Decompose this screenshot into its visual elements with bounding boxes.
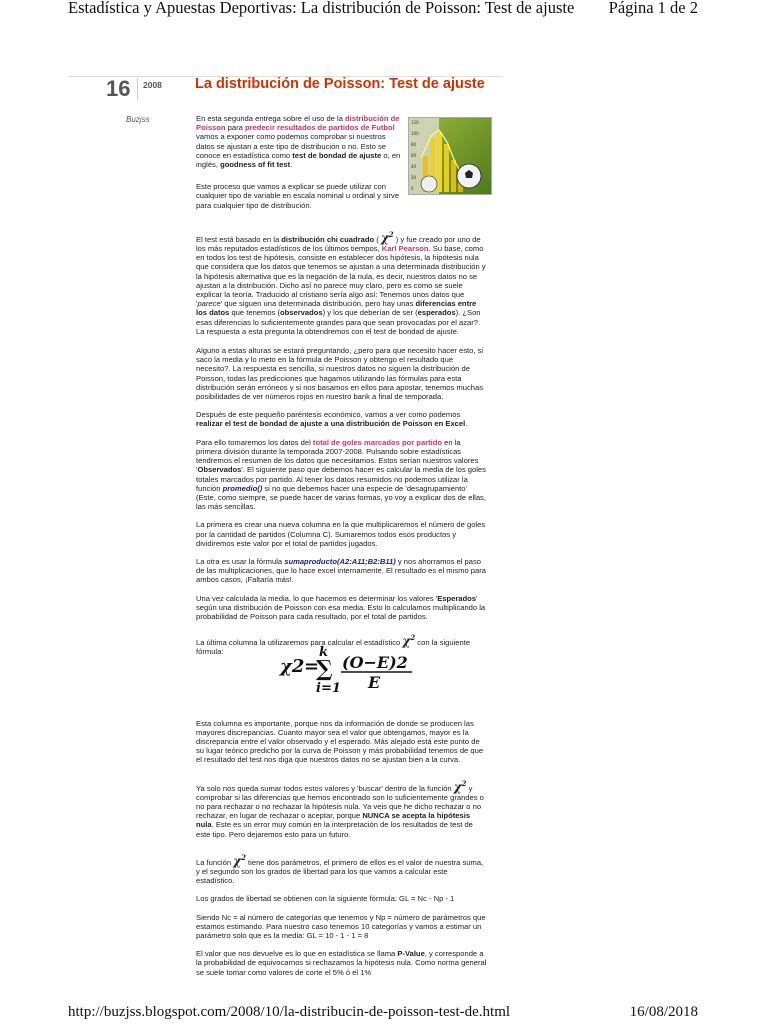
thumb-tick: 0 bbox=[411, 186, 414, 191]
chi-squared-formula bbox=[278, 638, 418, 694]
paragraph: El valor que nos devuelve es lo que en estadística se llama P-Value, y corresponde a la probabilidad de equivocarnos si rechazamos la hipótesis nula. Como norma general se suele tomar como valores de corte el 5% ó el 1% bbox=[196, 949, 487, 977]
paragraph: El test está basado en la distribución chi cuadrado ( $\chi^2$ ) y fue creado por uno de los más reputados estadísticos de los últimos tiempos, Karl Pearson. Su base, como en todos los test de hipótesis, consiste en establecer dos hipótesis, la hipótesis nula que considera que los datos que tenemos se ajustan a una determinada distribución y la hipótesis alternativa que es la negación de la nula, es decir, nuestros datos no se ajustan a la distribución. Dicho así no parece muy claro, pero es como se suele explicar la teoría. Traducido al cristiano sería algo así: Tenemos unos datos que 'parece' que siguen una determinada distribución, pero hay unas diferencias entre los datos que tenemos (observados) y los que deberían de ser (esperados). ¿Son esas diferencias lo suficientemente grandes para que sean provocadas por el azar?. La respuesta a esta pregunta la obtendremos con el test de bondad de ajuste. bbox=[196, 229, 486, 336]
link-poisson-distribution[interactable]: distribución de Poisson bbox=[196, 114, 400, 133]
print-footer bbox=[0, 1004, 768, 1024]
date-divider bbox=[137, 78, 138, 100]
paragraph: Alguno a estas alturas se estará preguntando, ¿pero para que necesito hacer esto, si saco la media y lo meto en la fórmula de Poisson y obtengo el resultado que necesito?. La respuesta es sencilla, si nuestros datos no siguen la distribución de Poisson, todas las predicciones que hagamos utilizando las fórmulas para esta distribución serán erróneos y si nos basamos en ellos para apostar, tenemos muchas posibilidades de ver números rojos en nuestro bank a final de temporada. bbox=[196, 346, 484, 402]
print-page-number: Página 1 de 2 bbox=[608, 0, 698, 17]
paragraph: Esta columna es importante, porque nos da información de donde se producen las mayores discrepancias. Cuanto mayor sea el valor que obtengamos, mayor es la discrepancia entre el valor observado y el esperado. Más alejado está este punto de su lugar teórico predicho por la curva de Poisson y más probabilidad tenemos de que el resultado del test nos diga que nuestros datos no se ajustan bien a la curva. bbox=[196, 718, 484, 765]
formula-numerator: (O−E)2 bbox=[342, 653, 408, 672]
post-title[interactable]: La distribución de Poisson: Test de ajuste bbox=[195, 76, 485, 92]
post-day: 16 bbox=[106, 76, 131, 101]
formula-equals: = bbox=[304, 656, 320, 677]
paragraph: Después de este pequeño paréntesis económico, vamos a ver como podemos realizar el test de bondad de ajuste a una distribución de Poisson en Excel. bbox=[196, 410, 468, 429]
thumb-tick: 40 bbox=[411, 164, 417, 169]
print-header bbox=[0, 0, 768, 24]
formula-lhs: χ2 bbox=[280, 656, 305, 677]
paragraph: En esta segunda entrega sobre el uso de la distribución de Poisson para predecir resultados de partidos de Futbol vamos a exponer como podemos comprobar si nuestros datos se ajustan a este tipo de distribución o no. Esto se conoce en estadística como test de bondad de ajuste o, en inglés, goodness of fit test. bbox=[196, 114, 401, 170]
chi-squared-symbol: $\chi^2$ bbox=[233, 852, 246, 868]
paragraph: Una vez calculada la media, lo que hacemos es determinar los valores 'Esperados' según una distribución de Poisson con esa media. Esto lo calculamos multiplicando la probabilidad de Poisson para cada resultado, por el total de partidos. bbox=[196, 593, 486, 621]
chi-squared-symbol: $\chi^2$ bbox=[453, 778, 467, 794]
link-karl-pearson[interactable]: Karl Pearson bbox=[381, 244, 429, 254]
paragraph: Siendo Nc = al número de categorías que tenemos y Np = número de parámetros que estamos estimando. Para nuestro caso tenemos 10 categorías y vamos a estimar un parámetro solo que es la media: GL = 10 - 1 - 1 = 8 bbox=[196, 912, 486, 940]
link-total-goals[interactable]: total de goles marcados por partido bbox=[312, 437, 443, 447]
page-url[interactable]: http://buzjss.blogspot.com/2008/10/la-distribucin-de-poisson-test-de.html bbox=[68, 1004, 511, 1020]
article-body bbox=[196, 114, 488, 977]
paragraph: La primera es crear una nueva columna en la que multiplicaremos el número de goles por la cantidad de partidos (Columna C). Sumaremos todos esos productos y dividiremos este valor por el total de partidos jugados. bbox=[196, 520, 486, 548]
paragraph: Este proceso que vamos a explicar se puede utilizar con cualquier tipo de variable en escala nominal u ordinal y sirve para cualquier tipo de distribución. bbox=[196, 182, 400, 210]
paragraph: Los grados de libertad se obtienen con la siguiente fórmula: GL = Nc - Np - 1 bbox=[196, 894, 455, 904]
formula-denominator: E bbox=[368, 673, 381, 692]
thumb-tick: 20 bbox=[411, 175, 417, 180]
thumb-tick: 120 bbox=[411, 120, 419, 125]
print-date: 16/08/2018 bbox=[629, 1004, 698, 1020]
formula-lower-limit: i=1 bbox=[316, 681, 341, 694]
formula-upper-limit: k bbox=[319, 645, 329, 660]
post-year: 2008 bbox=[143, 80, 162, 90]
print-page-title: Estadística y Apuestas Deportivas: La distribución de Poisson: Test de ajuste bbox=[68, 0, 575, 17]
thumb-tick: 100 bbox=[411, 131, 419, 136]
thumb-tick: 80 bbox=[411, 142, 417, 147]
chi-squared-symbol: $\chi^2$ bbox=[402, 633, 416, 649]
formula-sum: ∑ bbox=[316, 656, 333, 682]
paragraph: La otra es usar la fórmula sumaproducto(A2:A11;B2:B11) y nos ahorramos el paso de las multiplicaciones, que lo hace excel internamente. El resultado es el mismo para ambos casos, ¡Faltaría más!. bbox=[196, 556, 486, 585]
paragraph: La función $\chi^2$ tiene dos parámetros, el primero de ellos es el valor de nuestra suma, y el segundo son los grados de libertad para los que vamos a calcular este estadístico. bbox=[196, 852, 484, 886]
chi-squared-symbol: $\chi^2$ bbox=[380, 229, 394, 245]
link-predict-results[interactable]: predecir resultados de partidos de Futbol bbox=[244, 123, 395, 133]
post-author[interactable]: Buzjss bbox=[126, 115, 150, 124]
thumb-tick: 60 bbox=[411, 153, 417, 158]
paragraph: La última columna la utilizaremos para calcular el estadístico $\chi^2$ con la siguiente fórmula: bbox=[196, 633, 471, 657]
paragraph: Para ello tomaremos los datos del total de goles marcados por partido en la primera división durante la temporada 2007-2008. Pulsando sobre estadísticas tendremos el resumen de los datos que necesitamos. Estos serían nuestros valores 'Observados'. El siguiente paso que debemos hacer es calcular la media de los goles totales marcados por partido. Al tener los datos resumidos no podemos utilizar la función promedio() si no que debemos hacer una especie de 'desagrupamiento' (Este, como siempre, se puede hacer de varias formas, yo voy a explicar dos de ellas, las más sencillas. bbox=[196, 437, 486, 512]
paragraph: Ya solo nos queda sumar todos estos valores y 'buscar' dentro de la función $\chi^2$ y comprobar si las diferencias que hemos encontrado son lo suficientemente grandes o no para rechazar o no rechazar la hipótesis nula. Ya veis que he dicho rechazar o no rechazar, en lugar de rechazar o aceptar, porque NUNCA se acepta la hipótesis nula. Este es un error muy común en la interpretación de los resultados de test de este tipo. Pero dejaremos esto para un futuro. bbox=[196, 778, 484, 839]
